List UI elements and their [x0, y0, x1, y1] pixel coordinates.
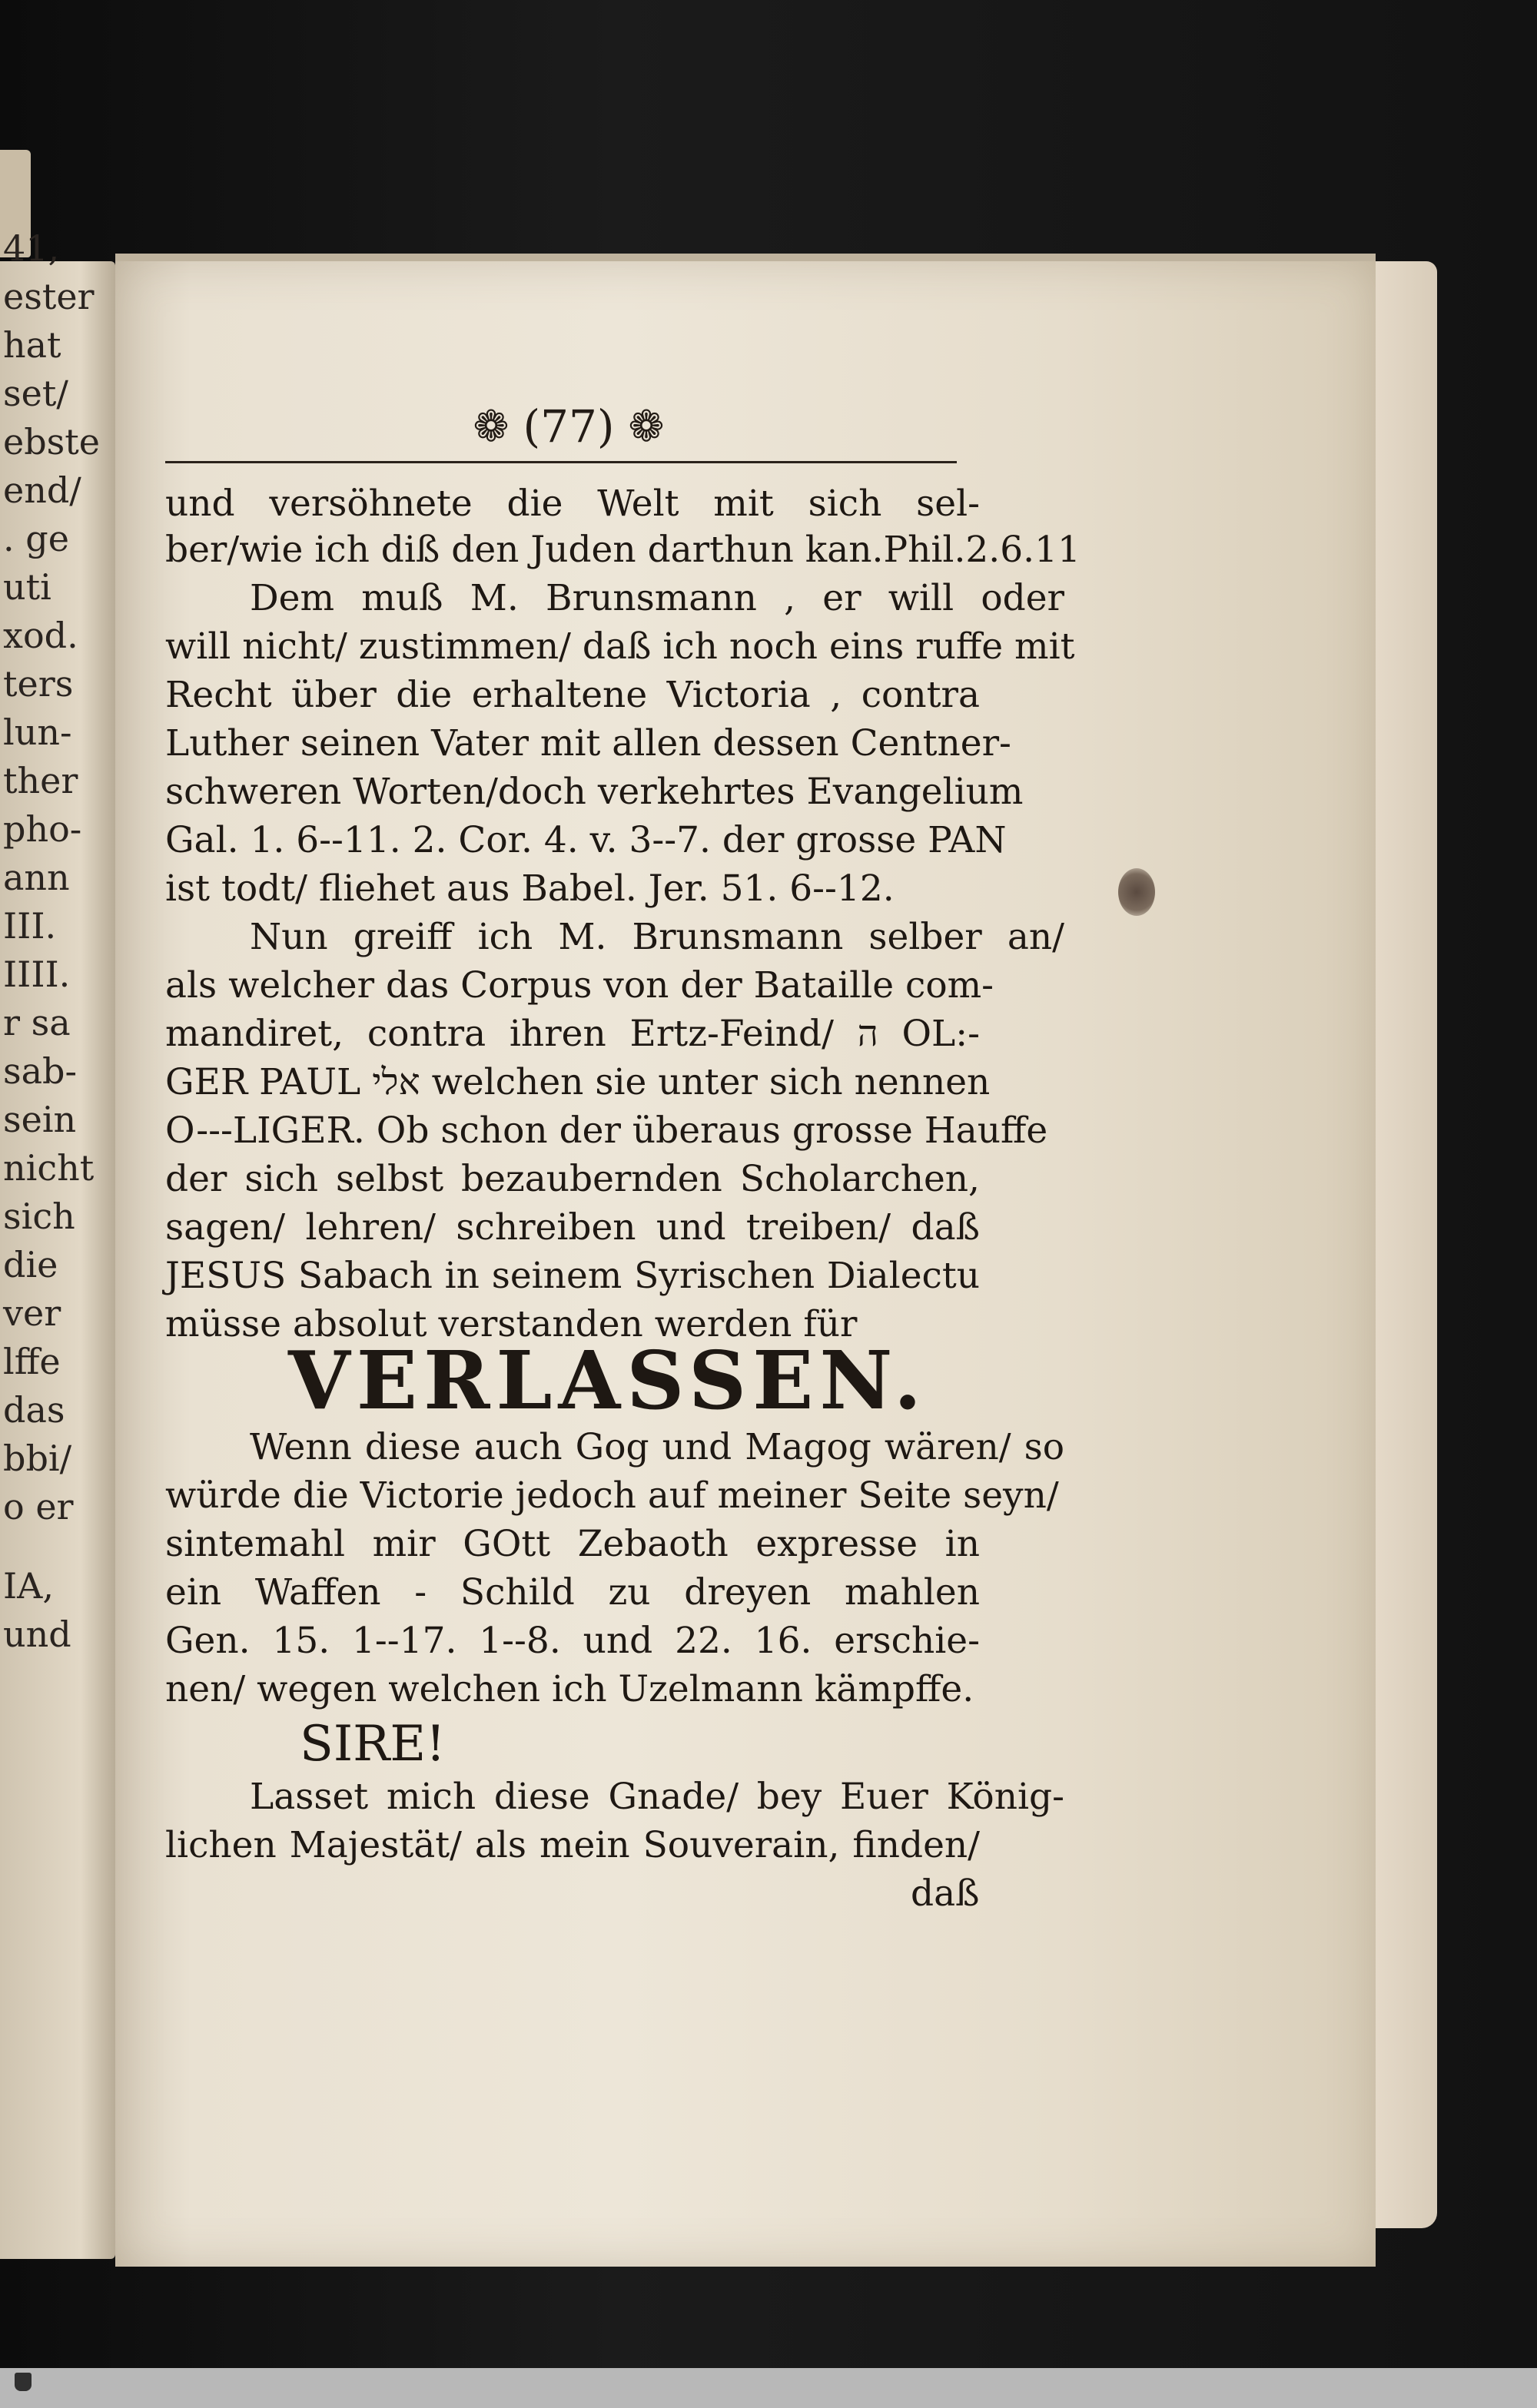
left-page-text-fragment: ver — [3, 1292, 61, 1334]
text-line: Luther seinen Vater mit allen dessen Centner- — [165, 722, 1011, 765]
text-line: ber/wie ich diß den Juden darthun kan.Phil.2.6.11 — [165, 529, 1081, 571]
left-page-text-fragment: pho- — [3, 808, 82, 850]
text-line: als welcher das Corpus von der Bataille com- — [165, 964, 994, 1007]
library-logo-icon — [8, 2373, 38, 2403]
text-line: ein Waffen - Schild zu dreyen mahlen — [165, 1571, 980, 1614]
left-page-text-fragment: set/ — [3, 373, 68, 414]
left-page-text-fragment: 41, — [3, 227, 60, 269]
left-page-text-fragment: o er — [3, 1486, 74, 1527]
text-line: Gal. 1. 6--11. 2. Cor. 4. v. 3--7. der grosse PAN — [165, 819, 1007, 861]
left-page-text-fragment: end/ — [3, 469, 81, 511]
salutation: SIRE! — [300, 1716, 446, 1773]
ornament-right-icon: ❁ — [628, 401, 665, 452]
left-page-text-fragment: ann — [3, 857, 70, 898]
text-line: ist todt/ fliehet aus Babel. Jer. 51. 6--12. — [165, 867, 895, 910]
left-page-fragment — [0, 227, 115, 2259]
text-line: würde die Victorie jedoch auf meiner Seite seyn/ — [165, 1474, 1059, 1517]
left-page-text-fragment: sab- — [3, 1050, 78, 1092]
text-line: Recht über die erhaltene Victoria , contra — [165, 674, 980, 716]
text-line: O---LIGER. Ob schon der überaus grosse Hauffe — [165, 1109, 1048, 1152]
text-line: und versöhnete die Welt mit sich sel- — [165, 483, 980, 525]
text-line: JESUS Sabach in seinem Syrischen Dialectu — [165, 1255, 980, 1297]
text-line: mandiret, contra ihren Ertz-Feind/ ה OL:- — [165, 1013, 980, 1055]
left-page-text-fragment: bbi/ — [3, 1438, 72, 1479]
left-page-text-fragment: lun- — [3, 711, 72, 753]
text-line: Wenn diese auch Gog und Magog wären/ so — [250, 1426, 1064, 1468]
left-page-text-fragment: III. — [3, 905, 57, 947]
page-header — [430, 396, 707, 457]
left-page-text-fragment: ebste — [3, 421, 100, 463]
left-page-text-fragment: ester — [3, 276, 95, 317]
text-line: will nicht/ zustimmen/ daß ich noch eins ruffe mit — [165, 625, 1075, 668]
text-line: Lasset mich diese Gnade/ bey Euer König- — [250, 1776, 1064, 1818]
left-page-text-fragment: . ge — [3, 518, 69, 559]
text-line: schweren Worten/doch verkehrtes Evangelium — [165, 771, 1024, 813]
text-line: Nun greiff ich M. Brunsmann selber an/ — [250, 916, 1064, 958]
catchword: daß — [911, 1872, 980, 1915]
left-page-text-fragment: ther — [3, 760, 78, 801]
left-page-text-fragment: sich — [3, 1196, 75, 1237]
display-word: VERLASSEN. — [288, 1333, 928, 1428]
text-line: Dem muß M. Brunsmann , er will oder — [250, 577, 1064, 619]
viewer-bottom-bar — [0, 2368, 1537, 2408]
text-line: sagen/ lehren/ schreiben und treiben/ daß — [165, 1206, 980, 1249]
left-page-text-fragment: IIII. — [3, 954, 71, 995]
left-page-text-fragment: sein — [3, 1099, 77, 1140]
text-line: nen/ wegen welchen ich Uzelmann kämpffe. — [165, 1668, 974, 1710]
left-page-text-fragment: lffe — [3, 1341, 61, 1382]
text-line: GER PAUL אלי welchen sie unter sich nennen — [165, 1061, 991, 1103]
left-page-text-fragment: IA, — [3, 1565, 55, 1607]
left-page-text-fragment: xod. — [3, 615, 78, 656]
page-number: (77) — [523, 400, 615, 453]
left-page-text-fragment: hat — [3, 324, 61, 366]
text-line: Gen. 15. 1--17. 1--8. und 22. 16. erschie- — [165, 1620, 980, 1662]
header-rule — [165, 461, 957, 463]
ink-stain — [1118, 868, 1155, 916]
left-page-text-fragment: ters — [3, 663, 74, 705]
ornament-left-icon: ❁ — [473, 401, 510, 452]
left-page-text-fragment: nicht — [3, 1147, 95, 1189]
left-page-text-fragment: das — [3, 1389, 65, 1431]
text-line: sintemahl mir GOtt Zebaoth expresse in — [165, 1523, 980, 1565]
left-page-text-fragment: und — [3, 1614, 71, 1655]
left-page-text-fragment: r sa — [3, 1002, 71, 1043]
text-line: müsse absolut verstanden werden für — [165, 1303, 858, 1345]
left-page-text-fragment: uti — [3, 566, 51, 608]
text-line: lichen Majestät/ als mein Souverain, finden/ — [165, 1824, 980, 1866]
text-line: der sich selbst bezaubernden Scholarchen, — [165, 1158, 980, 1200]
left-page-text-fragment: die — [3, 1244, 58, 1285]
